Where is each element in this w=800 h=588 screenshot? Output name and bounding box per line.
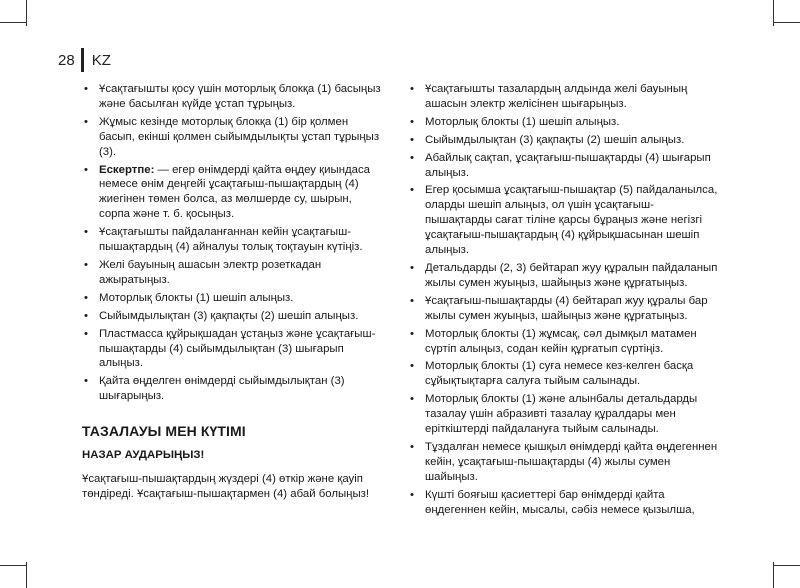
list-item — [82, 225, 382, 255]
list-item — [82, 163, 382, 223]
item-text: Моторлық блокты (1) шешіп алыңыз. — [99, 291, 294, 304]
item-text: Детальдарды (2, 3) бейтарап жуу құралын пайдаланып жылы сумен жуыңыз, шайыңыз және құрғатыңыз. — [425, 261, 718, 289]
list-item — [408, 392, 718, 437]
bullet-icon: • — [410, 261, 414, 274]
usage-steps-list — [82, 82, 382, 404]
list-item — [408, 183, 718, 258]
list-item — [82, 82, 382, 112]
list-item — [408, 294, 718, 324]
crop-mark — [774, 22, 800, 23]
item-text: Сыйымдылықтан (3) қақпақты (2) шешіп алыңыз. — [425, 133, 685, 146]
item-text: Тұздалған немесе қышқыл өнімдерді қайта өңдегеннен кейін, ұсақтағыш-пышақтарды (4) жылы сумен шайыңыз. — [425, 440, 718, 483]
list-item — [408, 327, 718, 357]
bullet-icon: • — [410, 327, 414, 340]
bullet-icon: • — [410, 294, 414, 307]
page-number: 28 — [58, 51, 75, 69]
list-item — [82, 291, 382, 306]
item-text: Ұсақтағышты қосу үшін моторлық блокқа (1) басыңыз және басылған күйде ұстап тұрыңыз. — [99, 83, 381, 110]
crop-mark — [773, 0, 774, 26]
crop-mark — [26, 562, 27, 588]
list-item — [82, 309, 382, 324]
item-text: Сыйымдылықтан (3) қақпақты (2) шешіп алыңыз. — [99, 309, 359, 322]
item-text: Моторлық блокты (1) суға немесе кез-келген басқа сұйықтықтарға салуға тыйым салынады. — [425, 360, 694, 388]
crop-mark — [773, 562, 774, 588]
bullet-icon: • — [84, 115, 88, 128]
list-item — [408, 440, 718, 485]
item-text: Жұмыс кезінде моторлық блокқа (1) бір қолмен басып, екінші қолмен сыйымдылықты ұстап тұрыңыз (3). — [99, 115, 380, 158]
left-column — [82, 82, 382, 502]
bullet-icon: • — [84, 309, 88, 322]
bullet-icon: • — [410, 115, 414, 128]
bullet-icon: • — [84, 226, 88, 239]
crop-mark — [0, 22, 26, 23]
list-item — [408, 133, 718, 148]
bullet-icon: • — [410, 360, 414, 373]
crop-mark — [0, 565, 26, 566]
list-item — [408, 115, 718, 130]
crop-mark — [774, 565, 800, 566]
list-item — [82, 258, 382, 288]
item-text: Моторлық блокты (1) шешіп алыңыз. — [425, 115, 620, 128]
list-item — [82, 327, 382, 372]
list-item — [82, 374, 382, 404]
bullet-icon: • — [410, 184, 414, 197]
item-text: — егер өнімдерді қайта өңдеу қиындаса немесе өнім деңгейі ұсақтағыш-пышақтардың (4) жиегінен төмен болса, аз мөлшерде су, шырын, сорпа және т. б. қосыңыз. — [99, 163, 370, 221]
bullet-icon: • — [84, 163, 88, 176]
list-item — [408, 82, 718, 112]
bullet-icon: • — [410, 83, 414, 95]
list-item — [82, 115, 382, 160]
bullet-icon: • — [410, 133, 414, 146]
bullet-icon: • — [84, 83, 88, 95]
bullet-icon: • — [84, 327, 88, 340]
item-text: Желі бауының ашасын электр розеткадан ажыратыңыз. — [99, 258, 322, 286]
item-text: Қайта өңделген өнімдерді сыйымдылықтан (3) шығарыңыз. — [99, 375, 345, 403]
warning-text: Ұсақтағыш-пышақтардың жүздері (4) өткір және қауіп төндіреді. Ұсақтағыш-пышақтармен (4) абай болыңыз! — [82, 472, 370, 500]
page-header — [58, 48, 111, 72]
note-label: Ескертпе: — [99, 163, 155, 176]
list-item — [408, 488, 718, 518]
item-text: Ұсақтағыш-пышақтарды (4) бейтарап жуу құралы бар жылы сумен жуыңыз, шайыңыз және құрғатыңыз. — [425, 294, 708, 322]
item-text: Ұсақтағышты пайдаланғаннан кейін ұсақтағыш-пышақтардың (4) айналуы толық тоқтауын күтіңіз. — [99, 226, 363, 254]
bullet-icon: • — [84, 375, 88, 388]
item-text: Пластмасса құйрықшадан ұстаңыз және ұсақтағыш-пышақтарды (4) сыйымдылықтан (3) шығарып алыңыз. — [99, 327, 376, 370]
item-text: Моторлық блокты (1) және алынбалы детальдарды тазалау үшін абразивті тазалау құралдары мен еріткіштерді пайдалануға тыйым салынады. — [425, 393, 698, 436]
header-divider — [81, 48, 84, 72]
item-text: Ұсақтағышты тазалардың алдында желі бауының ашасын электр желісінен шығарыңыз. — [425, 83, 688, 110]
item-text: Күшті бояғыш қасиеттері бар өнімдерді қайта өңдегеннен кейін, мысалы, сәбіз немесе қызылша, — [425, 488, 695, 516]
right-column — [408, 82, 718, 520]
list-item — [408, 359, 718, 389]
list-item — [408, 261, 718, 291]
bullet-icon: • — [410, 488, 414, 501]
warning-heading: НАЗАР АУДАРЫҢЫЗ! — [82, 449, 205, 462]
crop-mark — [26, 0, 27, 26]
bullet-icon: • — [410, 151, 414, 164]
bullet-icon: • — [410, 393, 414, 406]
item-text: Абайлық сақтап, ұсақтағыш-пышақтарды (4) шығарып алыңыз. — [425, 151, 711, 179]
bullet-icon: • — [410, 440, 414, 453]
cleaning-steps-list — [408, 82, 718, 517]
section-title: ТАЗАЛАУЫ МЕН КҮТІМІ — [82, 423, 246, 440]
language-code: KZ — [91, 51, 111, 69]
bullet-icon: • — [84, 291, 88, 304]
list-item — [408, 151, 718, 181]
item-text: Моторлық блокты (1) жұмсақ, сәл дымқыл матамен сүртіп алыңыз, содан кейін құрғатып сүртіңіз. — [425, 327, 697, 355]
bullet-icon: • — [84, 258, 88, 271]
item-text: Егер қосымша ұсақтағыш-пышақтар (5) пайдаланылса, оларды шешіп алыңыз, ол үшін ұсақтағыш-пышақтарды сағат тіліне қарсы бұраңыз және негізгі ұсақтағыш-пышақтардың (4) құйрықшасынан шешіп алыңыз. — [425, 184, 718, 257]
